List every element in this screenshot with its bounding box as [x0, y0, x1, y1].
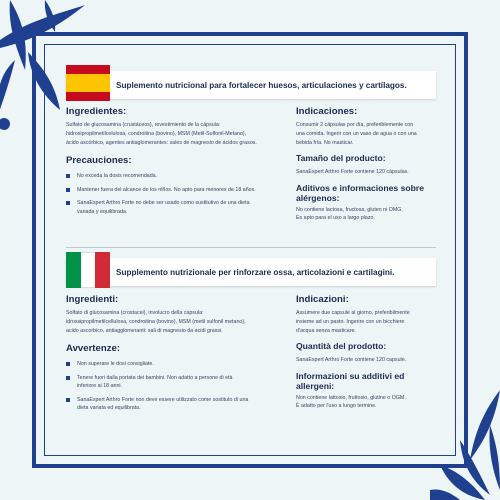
it-additives-line: È adatto per l'uso a lungo termine.: [296, 403, 377, 410]
it-warning-item: Non superare le dosi consigliate.: [66, 360, 288, 368]
es-indications-line: una comida. Ingerir con un vaso de agua o con una: [296, 130, 417, 137]
es-precaution-item: SanaExpert Arthro Forte no debe ser usado como sustitutivo de una dieta variada y equilibrada.: [66, 199, 288, 216]
it-warning-item: Tenere fuori dalla portata dei bambini. Non adatto a persone di età inferiore ai 18 anni.: [66, 374, 288, 391]
it-additives-line: Non contiene lattosio, fruttosio, glutine o OGM.: [296, 394, 406, 401]
it-indications-line: insieme ad un pasto. Ingerire con un bicchiere: [296, 318, 405, 325]
banner-es-text: Suplemento nutricional para fortalecer huesos, articulaciones y cartílagos.: [116, 80, 407, 90]
section-divider: [66, 247, 436, 248]
it-warning-item: SanaExpert Arthro Forte non deve essere utilizzato come sostituto di una dieta variata ed equilibrata.: [66, 396, 288, 413]
es-precaution-item: Mantener fuera del alcance de los niños. No apto para menores de 18 años.: [66, 186, 288, 194]
italy-flag-icon: [66, 252, 110, 288]
es-size-text: SanaExpert Arthro Forte contiene 120 cápsulas.: [296, 169, 409, 176]
banner-it: [66, 258, 436, 286]
it-indications-line: Assumere due capsule al giorno, preferibilmente: [296, 310, 410, 317]
es-ingredients-line: ácido ascórbico, agentes antiaglomerantes: sales de magnesio de ácidos grasos.: [66, 139, 257, 146]
it-right-column: [296, 294, 446, 418]
it-quantity-title: Quantità del prodotto:: [296, 341, 387, 352]
es-ingredients-line: Sulfato de glucosamina (crustáceos), revestimiento de la cápsula:: [66, 122, 221, 129]
es-indications-title: Indicaciones:: [296, 106, 358, 117]
es-additives-line: Es apto para el uso a largo plazo.: [296, 215, 375, 222]
banner-it-text: Supplemento nutrizionale per rinforzare ossa, articolazioni e cartilagini.: [116, 267, 395, 277]
it-ingredients-line: Solfato di glucosamina (crostacei), involucro della capsula:: [66, 310, 204, 317]
es-precaution-item: No exceda la dosis recomendada.: [66, 172, 288, 180]
it-left-column: [66, 294, 288, 420]
it-ingredients-line: acido ascorbico, antiagglomeranti: sali di magnesio da acidi grassi.: [66, 327, 223, 334]
it-ingredients-line: idrossipropilmetilcellulosa, condroitina (bovino), MSM (metil sulfonil metano),: [66, 318, 246, 325]
it-quantity-text: SanaExpert Arthro Forte contiene 120 capsule.: [296, 357, 407, 364]
it-ingredients-title: Ingredienti:: [66, 294, 119, 305]
it-indications-line: d'acqua senza masticare.: [296, 327, 356, 334]
it-additives-title: Informazioni su additivi ed allergeni:: [296, 370, 405, 391]
spain-flag-icon: [66, 65, 110, 101]
banner-es: [66, 71, 436, 99]
es-right-column: [296, 106, 446, 230]
it-indications-title: Indicazioni:: [296, 294, 349, 305]
es-left-column: [66, 106, 288, 223]
it-warnings-title: Avvertenze:: [66, 343, 121, 355]
es-additives-title: Aditivos e informaciones sobre alérgenos:: [296, 182, 424, 203]
es-indications-line: Consumir 2 cápsulas por día, preferiblemente con: [296, 122, 414, 129]
es-ingredients-line: hidroxipropilmetilcelulosa, condroitina (bovino), MSM (Metil-Sulfonil-Metano),: [66, 130, 247, 137]
es-indications-line: bebida fría. No masticar.: [296, 139, 354, 146]
es-additives-line: No contiene lactosa, fructosa, gluten ni OMG.: [296, 206, 403, 213]
es-precautions-title: Precauciones:: [66, 155, 132, 167]
es-ingredients-title: Ingredientes:: [66, 106, 127, 117]
es-size-title: Tamaño del producto:: [296, 153, 386, 164]
